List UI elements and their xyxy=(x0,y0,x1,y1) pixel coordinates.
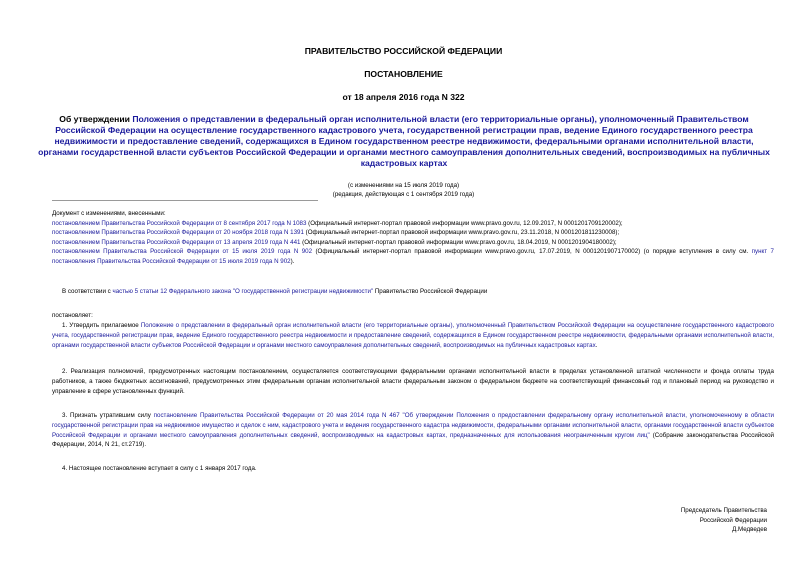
change-item xyxy=(52,219,774,229)
intro-prefix: В соответствии с xyxy=(62,288,113,295)
title-prefix: Об утверждении xyxy=(59,114,133,124)
document-title xyxy=(34,114,774,169)
changes-heading: Документ с изменениями, внесенными: xyxy=(52,210,166,217)
change-link-902[interactable]: постановлением Правительства Российской Федерации от 15 июля 2019 года N 902 xyxy=(52,248,313,256)
decrees-text: постановляет: xyxy=(52,312,93,319)
p1-suffix: . xyxy=(595,341,598,349)
change-link-1391[interactable]: постановлением Правительства Российской Федерации от 20 ноября 2018 года N 1391 xyxy=(52,229,304,237)
change-link-1083[interactable]: постановлением Правительства Российской Федерации от 8 сентября 2017 года N 1083 xyxy=(52,219,307,227)
paragraph-3 xyxy=(52,411,774,450)
intro-paragraph xyxy=(52,287,774,297)
signature-position: Председатель Правительства xyxy=(680,507,767,514)
change-details: (Официальный интернет-портал правовой информации www.pravo.gov.ru, 17.07.2019, N 0001201907170002) (о порядке вступления в силу см. xyxy=(312,248,752,256)
paragraph-2: 2. Реализация полномочий, предусмотренных настоящим постановлением, осуществляется соответствующими федеральными органами исполнительной власти в пределах установленной штатной численности и фонда оплаты труда работников, а также бюджетных ассигнований, предусмотренных этим федеральным органам исполнительной власти федеральным законом о федеральном бюджете на соответствующий финансовый год и плановый период на руководство и управление в сфере установленных функций. xyxy=(52,368,774,395)
signature-name: Д.Медведев xyxy=(732,526,767,534)
signature-block xyxy=(681,506,767,535)
p3-suffix: (Собрание законодательства Российской Федерации, 2014, N 21, ст.2719). xyxy=(52,431,774,449)
authority-heading: ПРАВИТЕЛЬСТВО РОССИЙСКОЙ ФЕДЕРАЦИИ xyxy=(304,46,503,56)
separator-line xyxy=(52,200,318,201)
title-regulation-link[interactable]: Положения о представлении в федеральный орган исполнительной власти (его территориальные органы), уполномоченный Правительством Российской Федерации на осуществление государственного кадастрового учета, государственной регистрации прав, ведение Единого государственного реестра недвижимости и предоставление сведений, содержащихся в Едином государственном реестре недвижимости, федеральными органами исполнительной власти, органами государственной власти субъектов Российской Федерации и органами местного самоуправления дополнительных сведений, воспроизводимых на публичных кадастровых картах xyxy=(38,114,770,168)
date-number-heading: от 18 апреля 2016 года N 322 xyxy=(342,92,465,102)
edition-changes: (с изменениями на 15 июля 2019 года) xyxy=(347,182,460,189)
change-details: (Официальный интернет-портал правовой информации www.pravo.gov.ru, 23.11.2018, N 0001201811230008); xyxy=(303,229,620,237)
p3-repealed-decree-link[interactable]: постановление Правительства Российской Федерации от 20 мая 2014 года N 467 "Об утверждении Положения о предоставлении федеральному органу исполнительной власти, уполномоченному в области государственной регистрации прав на недвижимое имущество и сделок с ним, кадастрового учета и ведения государственного кадастра недвижимости, федеральными органами исполнительной власти, органами государственной власти субъектов Российской Федерации и органами местного самоуправления дополнительных сведений, воспроизводимых на кадастровых картах, предназначенных для использования неограниченным кругом лиц" xyxy=(52,412,774,439)
p1-prefix: 1. Утвердить прилагаемое xyxy=(62,322,141,329)
paragraph-4: 4. Настоящее постановление вступает в силу с 1 января 2017 года. xyxy=(62,465,257,472)
paragraph-1 xyxy=(52,321,774,350)
edition-current: (редакция, действующая с 1 сентября 2019 года) xyxy=(332,191,475,198)
changes-block xyxy=(52,209,774,267)
change-item xyxy=(52,247,774,266)
document-type-heading: ПОСТАНОВЛЕНИЕ xyxy=(364,69,443,79)
change-item xyxy=(52,228,774,238)
change-details-end: ). xyxy=(290,257,295,265)
change-item xyxy=(52,238,774,248)
change-link-441[interactable]: постановлением Правительства Российской Федерации от 13 апреля 2019 года N 441 xyxy=(52,238,301,246)
change-details: (Официальный интернет-портал правовой информации www.pravo.gov.ru, 18.04.2019, N 0001201904180002); xyxy=(300,238,617,246)
p3-prefix: 3. Признать утратившим силу xyxy=(62,412,154,419)
law-link[interactable]: частью 5 статьи 12 Федерального закона "О государственной регистрации недвижимости" xyxy=(112,288,374,295)
signature-country: Российской Федерации xyxy=(699,516,767,524)
change-details: (Официальный интернет-портал правовой информации www.pravo.gov.ru, 12.09.2017, N 0001201709120002); xyxy=(306,219,623,227)
p1-regulation-link[interactable]: Положение о представлении в федеральный орган исполнительной власти (его территориальные органы), уполномоченный Правительством Российской Федерации на осуществление государственного кадастрового учета, государственной регистрации прав, ведение Единого государственного реестра недвижимости и предоставление сведений, содержащихся в Едином государственном реестре недвижимости, федеральными органами исполнительной власти, органами государственной власти субъектов Российской Федерации и органами местного самоуправления дополнительных сведений, воспроизводимых на публичных кадастровых картах xyxy=(52,322,774,349)
change-link-902-item7[interactable]: пункт 7 постановления Правительства Российской Федерации от 15 июля 2019 года N 902 xyxy=(52,248,774,265)
intro-suffix: Правительство Российской Федерации xyxy=(373,288,488,295)
